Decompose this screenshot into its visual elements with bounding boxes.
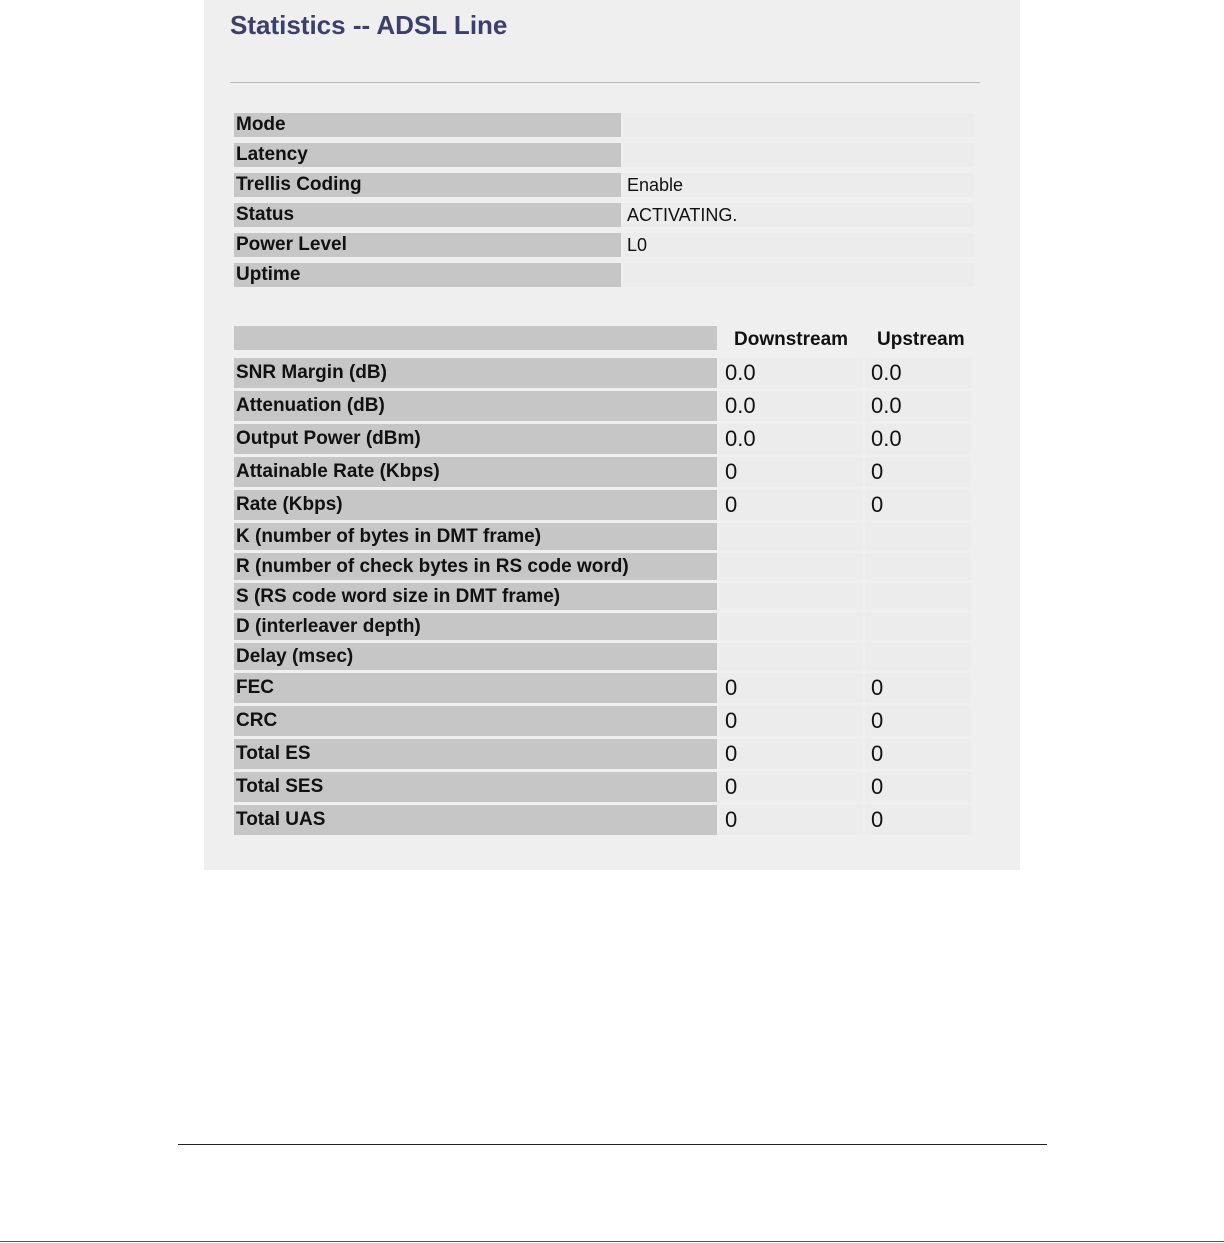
info-value: L0: [623, 233, 974, 257]
stats-label: Total UAS: [234, 805, 717, 835]
downstream-value: 0.0: [719, 358, 863, 388]
stats-label: Total ES: [234, 739, 717, 769]
info-label: Power Level: [234, 233, 621, 257]
info-label: Uptime: [234, 263, 621, 287]
stats-row-output-power: [234, 424, 974, 454]
stats-row-attainable-rate: [234, 457, 974, 487]
info-row-trellis-coding: [234, 173, 974, 197]
upstream-value: [865, 523, 971, 550]
downstream-value: 0: [719, 706, 863, 736]
upstream-value: 0: [865, 673, 971, 703]
upstream-value: 0.0: [865, 358, 971, 388]
line-stats-table: [234, 326, 974, 838]
page-title: Statistics -- ADSL Line: [230, 10, 508, 40]
downstream-value: 0: [719, 490, 863, 520]
stats-row-k: [234, 523, 974, 550]
upstream-value: 0: [865, 490, 971, 520]
downstream-value: [719, 643, 863, 670]
upstream-value: 0: [865, 739, 971, 769]
downstream-value: 0: [719, 673, 863, 703]
downstream-value: [719, 523, 863, 550]
upstream-value: 0: [865, 805, 971, 835]
stats-header-blank: [234, 326, 717, 350]
downstream-value: [719, 613, 863, 640]
statistics-panel: [204, 0, 1020, 870]
stats-label: FEC: [234, 673, 717, 703]
stats-row-crc: [234, 706, 974, 736]
stats-row-delay: [234, 643, 974, 670]
downstream-value: 0: [719, 739, 863, 769]
info-label: Trellis Coding: [234, 173, 621, 197]
upstream-value: 0.0: [865, 424, 971, 454]
stats-row-r: [234, 553, 974, 580]
stats-label: S (RS code word size in DMT frame): [234, 583, 717, 610]
stats-label: SNR Margin (dB): [234, 358, 717, 388]
info-label: Mode: [234, 113, 621, 137]
downstream-value: [719, 553, 863, 580]
info-label: Latency: [234, 143, 621, 167]
stats-row-total-ses: [234, 772, 974, 802]
stats-row-rate: [234, 490, 974, 520]
info-row-uptime: [234, 263, 974, 287]
upstream-value: 0: [865, 457, 971, 487]
info-value: [623, 143, 974, 167]
upstream-value: 0: [865, 706, 971, 736]
info-row-latency: [234, 143, 974, 167]
info-label: Status: [234, 203, 621, 227]
stats-row-attenuation: [234, 391, 974, 421]
upstream-value: [865, 613, 971, 640]
info-row-power-level: [234, 233, 974, 257]
stats-label: Attenuation (dB): [234, 391, 717, 421]
upstream-value: 0.0: [865, 391, 971, 421]
stats-label: R (number of check bytes in RS code word): [234, 553, 717, 580]
stats-row-s: [234, 583, 974, 610]
stats-label: D (interleaver depth): [234, 613, 717, 640]
stats-label: Delay (msec): [234, 643, 717, 670]
stats-row-d: [234, 613, 974, 640]
info-value: Enable: [623, 173, 974, 197]
stats-label: CRC: [234, 706, 717, 736]
downstream-value: 0: [719, 772, 863, 802]
downstream-value: 0: [719, 457, 863, 487]
stats-label: Attainable Rate (Kbps): [234, 457, 717, 487]
page-bottom-border: [0, 1241, 1224, 1242]
info-value: [623, 113, 974, 137]
column-header-downstream: Downstream: [734, 329, 849, 350]
title-divider: [230, 82, 980, 83]
stats-label: K (number of bytes in DMT frame): [234, 523, 717, 550]
line-info-table: [234, 113, 974, 293]
stats-label: Output Power (dBm): [234, 424, 717, 454]
info-value: ACTIVATING.: [623, 203, 974, 227]
downstream-value: 0: [719, 805, 863, 835]
stats-header-row: [234, 326, 974, 350]
footer-divider: [178, 1144, 1047, 1145]
upstream-value: 0: [865, 772, 971, 802]
column-header-upstream: Upstream: [877, 329, 965, 350]
upstream-value: [865, 553, 971, 580]
downstream-value: 0.0: [719, 391, 863, 421]
stats-row-snr-margin: [234, 358, 974, 388]
stats-label: Rate (Kbps): [234, 490, 717, 520]
downstream-value: [719, 583, 863, 610]
stats-row-fec: [234, 673, 974, 703]
info-value: [623, 263, 974, 287]
stats-row-total-uas: [234, 805, 974, 835]
info-row-status: [234, 203, 974, 227]
stats-label: Total SES: [234, 772, 717, 802]
info-row-mode: [234, 113, 974, 137]
downstream-value: 0.0: [719, 424, 863, 454]
stats-row-total-es: [234, 739, 974, 769]
upstream-value: [865, 643, 971, 670]
upstream-value: [865, 583, 971, 610]
